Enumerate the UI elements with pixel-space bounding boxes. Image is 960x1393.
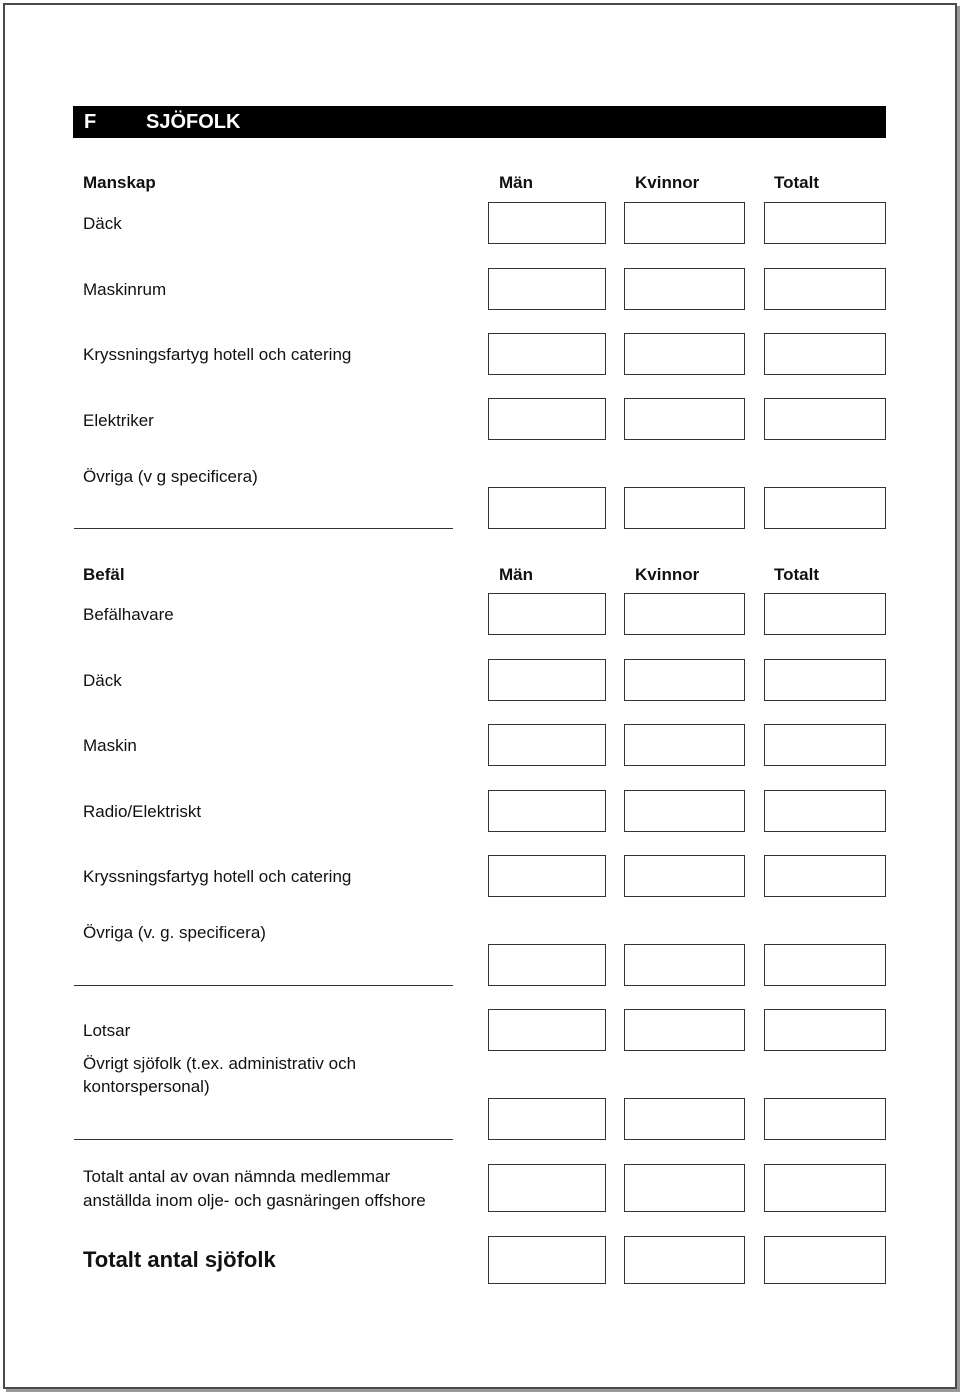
row-label: Elektriker	[83, 411, 154, 430]
befal-cruise-women-field[interactable]	[624, 855, 745, 897]
row-label: Totalt antal av ovan nämnda medlemmar	[83, 1167, 391, 1186]
manskap-electrician-women-field[interactable]	[624, 398, 745, 440]
pilots-men-field[interactable]	[488, 1009, 606, 1051]
col-total-header: Totalt	[774, 173, 820, 192]
befal-radio-total-field[interactable]	[764, 790, 886, 832]
row-label: Lotsar	[83, 1021, 131, 1040]
manskap-deck-men-field[interactable]	[488, 202, 606, 244]
row-label: Maskin	[83, 736, 137, 755]
befal-cruise-total-field[interactable]	[764, 855, 886, 897]
befal-deck-men-field[interactable]	[488, 659, 606, 701]
manskap-engine-total-field[interactable]	[764, 268, 886, 310]
col-men-header: Män	[499, 173, 533, 192]
manskap-engine-women-field[interactable]	[624, 268, 745, 310]
row-label: Övrigt sjöfolk (t.ex. administrativ och	[83, 1054, 357, 1073]
row-label: Kryssningsfartyg hotell och catering	[83, 345, 352, 364]
row-label: Däck	[83, 671, 122, 690]
befal-other-men-field[interactable]	[488, 944, 606, 986]
row-label: Befälhavare	[83, 605, 174, 624]
befal-engine-women-field[interactable]	[624, 724, 745, 766]
befal-deck-women-field[interactable]	[624, 659, 745, 701]
grand-total-men-field[interactable]	[488, 1236, 606, 1284]
pilots-women-field[interactable]	[624, 1009, 745, 1051]
manskap-heading: Manskap	[83, 173, 156, 192]
row-label: Däck	[83, 214, 122, 233]
col-total-header: Totalt	[774, 565, 820, 584]
other-seafarers-men-field[interactable]	[488, 1098, 606, 1140]
manskap-other-women-field[interactable]	[624, 487, 745, 529]
row-label: Övriga (v g specificera)	[83, 467, 258, 486]
manskap-cruise-men-field[interactable]	[488, 333, 606, 375]
befal-other-total-field[interactable]	[764, 944, 886, 986]
befal-radio-men-field[interactable]	[488, 790, 606, 832]
specify-line[interactable]	[74, 985, 453, 986]
manskap-engine-men-field[interactable]	[488, 268, 606, 310]
offshore-men-field[interactable]	[488, 1164, 606, 1212]
befal-other-women-field[interactable]	[624, 944, 745, 986]
befal-radio-women-field[interactable]	[624, 790, 745, 832]
row-label: kontorspersonal)	[83, 1077, 210, 1096]
befal-cruise-men-field[interactable]	[488, 855, 606, 897]
grand-total-total-field[interactable]	[764, 1236, 886, 1284]
grand-total-women-field[interactable]	[624, 1236, 745, 1284]
manskap-cruise-total-field[interactable]	[764, 333, 886, 375]
pilots-total-field[interactable]	[764, 1009, 886, 1051]
manskap-deck-women-field[interactable]	[624, 202, 745, 244]
manskap-electrician-total-field[interactable]	[764, 398, 886, 440]
befal-deck-total-field[interactable]	[764, 659, 886, 701]
offshore-total-field[interactable]	[764, 1164, 886, 1212]
befal-captain-men-field[interactable]	[488, 593, 606, 635]
manskap-other-men-field[interactable]	[488, 487, 606, 529]
row-label: anställda inom olje- och gasnäringen offshore	[83, 1191, 426, 1210]
row-label: Radio/Elektriskt	[83, 802, 202, 821]
other-seafarers-total-field[interactable]	[764, 1098, 886, 1140]
manskap-deck-total-field[interactable]	[764, 202, 886, 244]
col-women-header: Kvinnor	[635, 173, 700, 192]
row-label: Övriga (v. g. specificera)	[83, 923, 266, 942]
manskap-cruise-women-field[interactable]	[624, 333, 745, 375]
grand-total-label: Totalt antal sjöfolk	[83, 1247, 276, 1272]
befal-captain-total-field[interactable]	[764, 593, 886, 635]
specify-line[interactable]	[74, 528, 453, 529]
befal-engine-men-field[interactable]	[488, 724, 606, 766]
befal-captain-women-field[interactable]	[624, 593, 745, 635]
row-label: Maskinrum	[83, 280, 167, 299]
befal-heading: Befäl	[83, 565, 125, 584]
col-women-header: Kvinnor	[635, 565, 700, 584]
manskap-other-total-field[interactable]	[764, 487, 886, 529]
row-label: Kryssningsfartyg hotell och catering	[83, 867, 352, 886]
section-header	[73, 106, 886, 138]
offshore-women-field[interactable]	[624, 1164, 745, 1212]
section-title: SJÖFOLK	[146, 111, 241, 133]
col-men-header: Män	[499, 565, 533, 584]
section-letter: F	[84, 111, 97, 133]
specify-line[interactable]	[74, 1139, 453, 1140]
other-seafarers-women-field[interactable]	[624, 1098, 745, 1140]
befal-engine-total-field[interactable]	[764, 724, 886, 766]
manskap-electrician-men-field[interactable]	[488, 398, 606, 440]
